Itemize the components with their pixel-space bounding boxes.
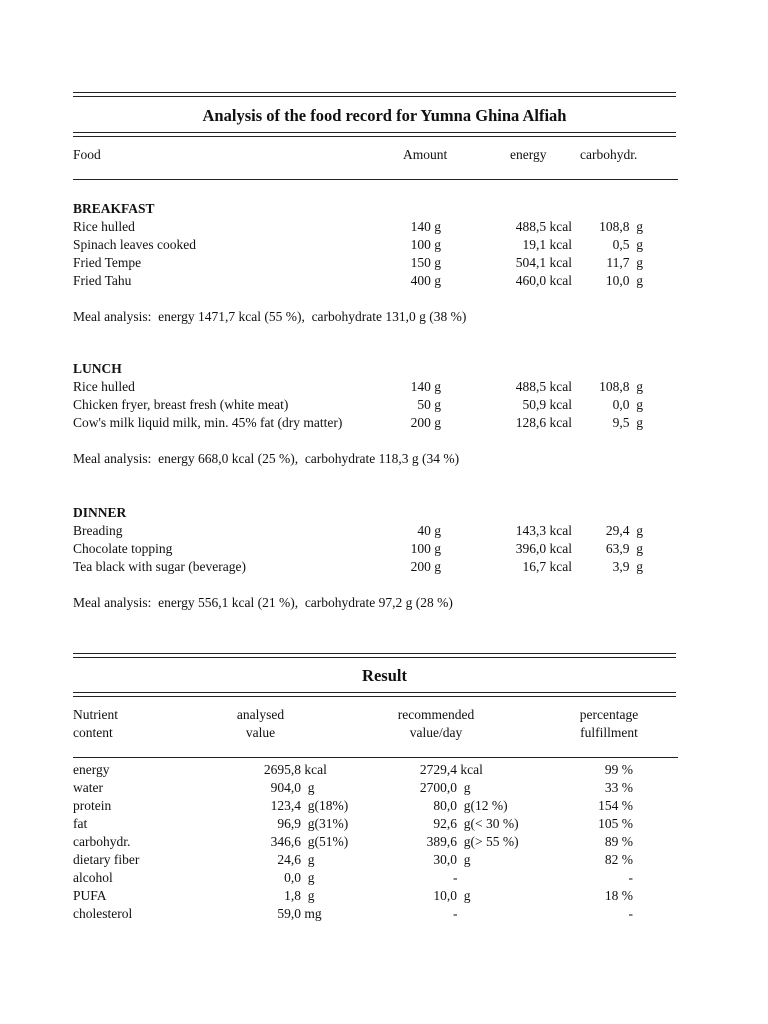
food-carbohydrate: 29,4 g: [605, 523, 643, 538]
food-row: [73, 396, 678, 414]
result-analysed: 24,6 g: [277, 852, 315, 867]
food-energy: 143,3 kcal: [515, 523, 572, 538]
result-percentage: 82 %: [604, 852, 633, 867]
meal-analysis: Meal analysis: energy 1471,7 kcal (55 %), carbohydrate 131,0 g (38 %): [73, 309, 467, 324]
food-name: Tea black with sugar (beverage): [73, 559, 246, 574]
food-carbohydrate: 11,7 g: [606, 255, 643, 270]
food-name: Rice hulled: [73, 219, 135, 234]
result-recommended: 389,6 g(> 55 %): [426, 834, 519, 849]
result-analysed: 123,4 g(18%): [270, 798, 349, 813]
food-carbohydrate: 108,8 g: [599, 379, 643, 394]
food-carbohydrate: 9,5 g: [612, 415, 643, 430]
result-nutrient: energy: [73, 762, 110, 777]
food-energy: 16,7 kcal: [522, 559, 572, 574]
result-nutrient: fat: [73, 816, 88, 831]
food-energy: 460,0 kcal: [515, 273, 572, 288]
header-energy: energy: [510, 147, 547, 162]
food-name: Rice hulled: [73, 379, 135, 394]
food-name: Chicken fryer, breast fresh (white meat): [73, 397, 289, 412]
result-analysed: 1,8 g: [284, 888, 315, 903]
food-row: [73, 540, 678, 558]
food-energy: 19,1 kcal: [522, 237, 572, 252]
document-title: Analysis of the food record for Yumna Ghina Alfiah: [202, 106, 567, 125]
result-row: [73, 851, 678, 869]
food-row: [73, 414, 678, 432]
result-recommended: -: [453, 906, 458, 921]
food-amount: 150 g: [410, 255, 441, 270]
result-header-fulfillment: fulfillment: [580, 725, 638, 740]
food-energy: 396,0 kcal: [515, 541, 572, 556]
food-amount: 140 g: [410, 379, 441, 394]
meal-title-lunch: LUNCH: [73, 361, 122, 376]
header-food: Food: [73, 147, 101, 162]
result-percentage: 89 %: [604, 834, 633, 849]
header-rule: [73, 179, 678, 180]
food-table-header: [73, 146, 678, 164]
food-row: [73, 522, 678, 540]
food-energy: 504,1 kcal: [515, 255, 572, 270]
result-recommended: 2729,4 kcal: [419, 762, 483, 777]
food-carbohydrate: 10,0 g: [605, 273, 643, 288]
food-amount: 400 g: [410, 273, 441, 288]
food-name: Fried Tahu: [73, 273, 132, 288]
result-header-content: content: [73, 725, 113, 740]
food-name: Cow's milk liquid milk, min. 45% fat (dry matter): [73, 415, 343, 430]
result-row: [73, 833, 678, 851]
result-header-value: value: [245, 725, 276, 740]
meal-title-breakfast: BREAKFAST: [73, 201, 155, 216]
result-analysed: 346,6 g(51%): [270, 834, 349, 849]
result-recommended: 2700,0 g: [419, 780, 471, 795]
result-analysed: 2695,8 kcal: [263, 762, 327, 777]
food-energy: 488,5 kcal: [515, 379, 572, 394]
food-carbohydrate: 0,5 g: [612, 237, 643, 252]
result-title: Result: [362, 666, 407, 685]
meal-analysis: Meal analysis: energy 668,0 kcal (25 %), carbohydrate 118,3 g (34 %): [73, 451, 460, 466]
food-name: Spinach leaves cooked: [73, 237, 196, 252]
result-nutrient: carbohydr.: [73, 834, 131, 849]
result-header-nutrient: Nutrient: [73, 707, 118, 722]
meal-analysis: Meal analysis: energy 556,1 kcal (21 %), carbohydrate 97,2 g (28 %): [73, 595, 453, 610]
result-header-analysed: analysed: [236, 707, 285, 722]
food-amount: 200 g: [410, 559, 441, 574]
result-row: [73, 761, 678, 779]
double-rule-under-title: [73, 132, 676, 137]
result-row: [73, 905, 678, 923]
result-analysed: 96,9 g(31%): [277, 816, 349, 831]
double-rule-top: [73, 92, 676, 97]
food-energy: 128,6 kcal: [515, 415, 572, 430]
result-row: [73, 869, 678, 887]
food-carbohydrate: 63,9 g: [605, 541, 643, 556]
result-percentage: -: [628, 870, 633, 885]
food-amount: 200 g: [410, 415, 441, 430]
food-carbohydrate: 3,9 g: [612, 559, 643, 574]
meal-title-dinner: DINNER: [73, 505, 127, 520]
result-analysed: 59,0 mg: [277, 906, 322, 921]
food-row: [73, 378, 678, 396]
food-amount: 100 g: [410, 541, 441, 556]
result-row: [73, 887, 678, 905]
result-header-line-2: [73, 724, 678, 742]
result-nutrient: dietary fiber: [73, 852, 140, 867]
result-nutrient: water: [73, 780, 103, 795]
result-recommended: 30,0 g: [433, 852, 471, 867]
food-name: Fried Tempe: [73, 255, 142, 270]
result-nutrient: protein: [73, 798, 112, 813]
result-recommended: 92,6 g(< 30 %): [433, 816, 519, 831]
food-name: Chocolate topping: [73, 541, 173, 556]
result-analysed: 0,0 g: [284, 870, 315, 885]
result-recommended: 80,0 g(12 %): [433, 798, 508, 813]
food-row: [73, 272, 678, 290]
result-recommended: 10,0 g: [433, 888, 471, 903]
result-header-rule: [73, 757, 678, 758]
food-row: [73, 254, 678, 272]
double-rule-result-bottom: [73, 692, 676, 697]
result-percentage: 33 %: [604, 780, 633, 795]
food-energy: 488,5 kcal: [515, 219, 572, 234]
result-header-recommended: recommended: [397, 707, 475, 722]
result-row: [73, 797, 678, 815]
food-amount: 100 g: [410, 237, 441, 252]
result-percentage: 105 %: [598, 816, 633, 831]
result-header-value-day: value/day: [409, 725, 463, 740]
result-header-line-1: [73, 706, 678, 724]
food-amount: 40 g: [417, 523, 441, 538]
food-carbohydrate: 108,8 g: [599, 219, 643, 234]
result-analysed: 904,0 g: [270, 780, 315, 795]
result-nutrient: cholesterol: [73, 906, 133, 921]
result-percentage: -: [628, 906, 633, 921]
result-percentage: 99 %: [604, 762, 633, 777]
result-row: [73, 815, 678, 833]
food-amount: 50 g: [417, 397, 441, 412]
result-percentage: 154 %: [598, 798, 633, 813]
result-header-percentage: percentage: [579, 707, 639, 722]
food-row: [73, 236, 678, 254]
food-row: [73, 558, 678, 576]
result-nutrient: alcohol: [73, 870, 113, 885]
food-row: [73, 218, 678, 236]
food-carbohydrate: 0,0 g: [612, 397, 643, 412]
result-percentage: 18 %: [604, 888, 633, 903]
result-nutrient: PUFA: [73, 888, 107, 903]
food-energy: 50,9 kcal: [522, 397, 572, 412]
header-carbohydrate: carbohydr.: [580, 147, 638, 162]
result-row: [73, 779, 678, 797]
double-rule-result-top: [73, 653, 676, 658]
food-name: Breading: [73, 523, 123, 538]
result-recommended: -: [453, 870, 458, 885]
header-amount: Amount: [403, 147, 448, 162]
food-amount: 140 g: [410, 219, 441, 234]
